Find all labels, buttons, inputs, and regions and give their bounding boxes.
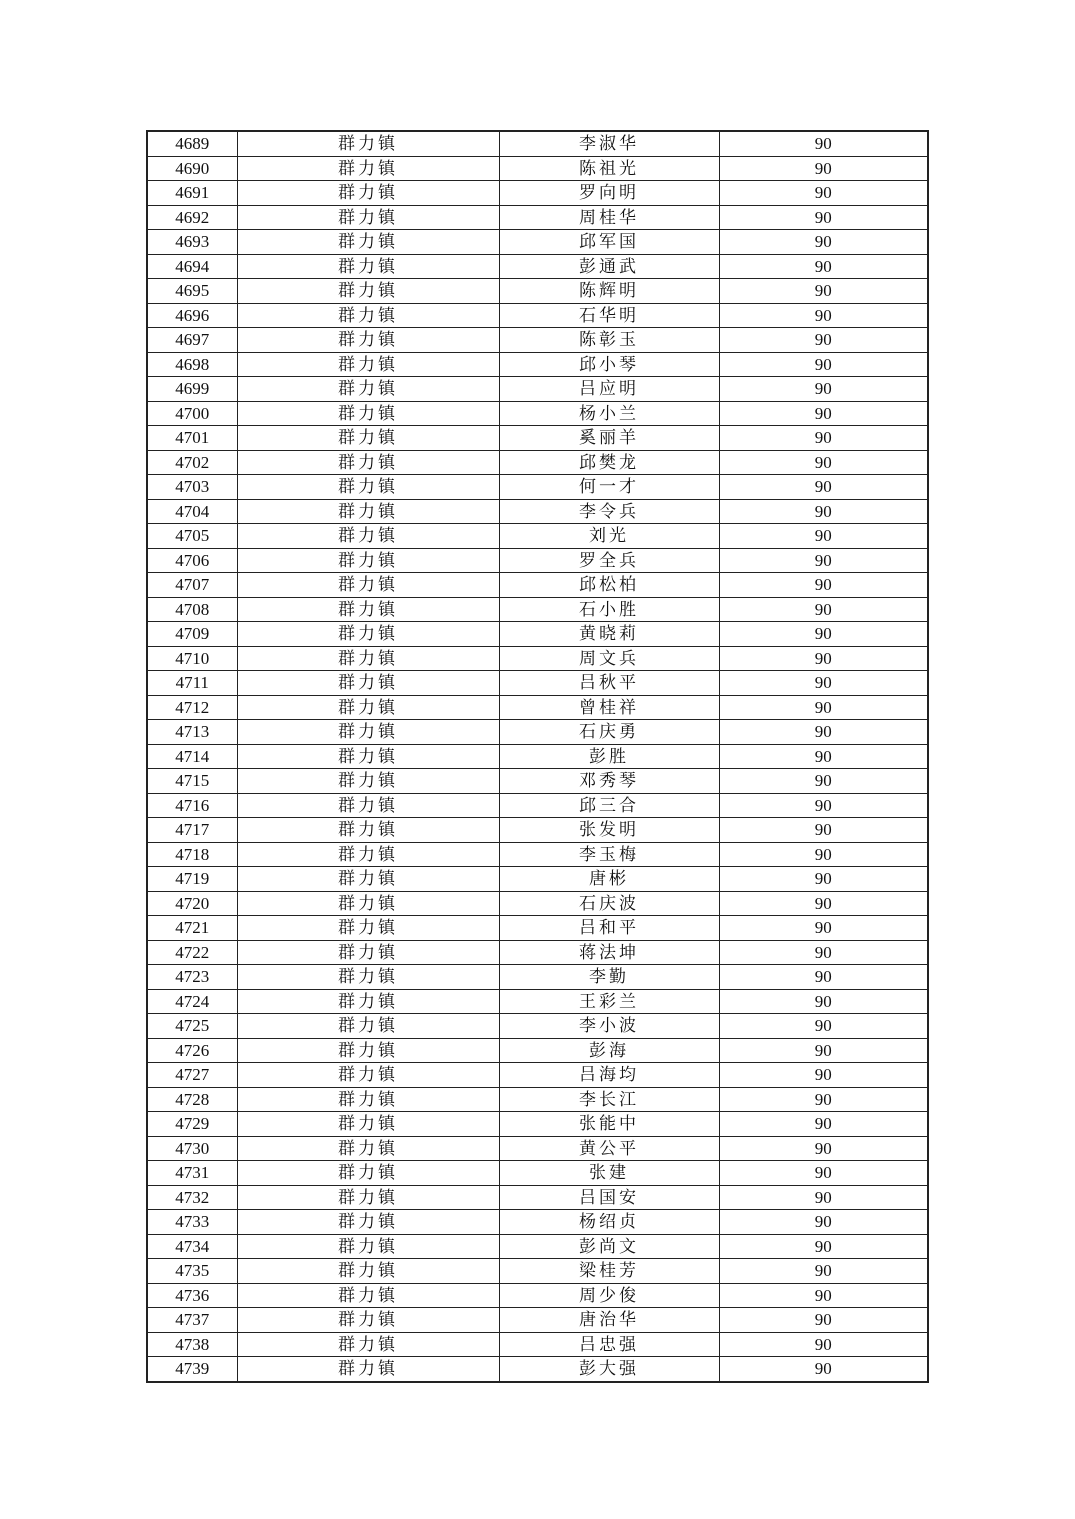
person-name-cell: 陈辉明 [499, 279, 719, 304]
town-cell: 群力镇 [237, 989, 499, 1014]
value-cell: 90 [719, 230, 928, 255]
person-name-cell: 彭通武 [499, 254, 719, 279]
value-cell: 90 [719, 1161, 928, 1186]
value-cell: 90 [719, 916, 928, 941]
value-cell: 90 [719, 1283, 928, 1308]
row-number-cell: 4718 [147, 842, 237, 867]
row-number-cell: 4708 [147, 597, 237, 622]
row-number-cell: 4692 [147, 205, 237, 230]
row-number-cell: 4705 [147, 524, 237, 549]
person-name-cell: 奚丽羊 [499, 426, 719, 451]
table-row [147, 720, 928, 745]
town-cell: 群力镇 [237, 401, 499, 426]
table-row [147, 524, 928, 549]
town-cell: 群力镇 [237, 646, 499, 671]
value-cell: 90 [719, 1308, 928, 1333]
town-cell: 群力镇 [237, 867, 499, 892]
table-row [147, 867, 928, 892]
person-name-cell: 彭海 [499, 1038, 719, 1063]
row-number-cell: 4703 [147, 475, 237, 500]
town-cell: 群力镇 [237, 573, 499, 598]
town-cell: 群力镇 [237, 377, 499, 402]
town-cell: 群力镇 [237, 475, 499, 500]
row-number-cell: 4721 [147, 916, 237, 941]
person-name-cell: 周文兵 [499, 646, 719, 671]
row-number-cell: 4689 [147, 131, 237, 156]
row-number-cell: 4720 [147, 891, 237, 916]
value-cell: 90 [719, 1210, 928, 1235]
person-name-cell: 杨绍贞 [499, 1210, 719, 1235]
row-number-cell: 4696 [147, 303, 237, 328]
person-name-cell: 王彩兰 [499, 989, 719, 1014]
town-cell: 群力镇 [237, 769, 499, 794]
person-name-cell: 邱松柏 [499, 573, 719, 598]
town-cell: 群力镇 [237, 254, 499, 279]
table-row [147, 891, 928, 916]
row-number-cell: 4690 [147, 156, 237, 181]
row-number-cell: 4727 [147, 1063, 237, 1088]
person-name-cell: 黄公平 [499, 1136, 719, 1161]
value-cell: 90 [719, 1087, 928, 1112]
person-name-cell: 陈祖光 [499, 156, 719, 181]
table-row [147, 793, 928, 818]
town-cell: 群力镇 [237, 1210, 499, 1235]
table-row [147, 1185, 928, 1210]
person-name-cell: 吕和平 [499, 916, 719, 941]
value-cell: 90 [719, 1112, 928, 1137]
table-row [147, 989, 928, 1014]
person-name-cell: 梁桂芳 [499, 1259, 719, 1284]
person-name-cell: 张发明 [499, 818, 719, 843]
value-cell: 90 [719, 1014, 928, 1039]
town-cell: 群力镇 [237, 818, 499, 843]
town-cell: 群力镇 [237, 1357, 499, 1382]
table-row [147, 695, 928, 720]
town-cell: 群力镇 [237, 1185, 499, 1210]
town-cell: 群力镇 [237, 793, 499, 818]
town-cell: 群力镇 [237, 1112, 499, 1137]
person-name-cell: 邓秀琴 [499, 769, 719, 794]
value-cell: 90 [719, 597, 928, 622]
row-number-cell: 4697 [147, 328, 237, 353]
person-name-cell: 吕海均 [499, 1063, 719, 1088]
row-number-cell: 4737 [147, 1308, 237, 1333]
table-row [147, 916, 928, 941]
town-cell: 群力镇 [237, 1014, 499, 1039]
table-row [147, 622, 928, 647]
value-cell: 90 [719, 450, 928, 475]
row-number-cell: 4704 [147, 499, 237, 524]
table-row [147, 671, 928, 696]
town-cell: 群力镇 [237, 744, 499, 769]
row-number-cell: 4694 [147, 254, 237, 279]
town-cell: 群力镇 [237, 499, 499, 524]
row-number-cell: 4709 [147, 622, 237, 647]
town-cell: 群力镇 [237, 1283, 499, 1308]
table-row [147, 1038, 928, 1063]
person-name-cell: 陈彰玉 [499, 328, 719, 353]
table-row [147, 377, 928, 402]
table-row [147, 181, 928, 206]
value-cell: 90 [719, 279, 928, 304]
table-row [147, 1332, 928, 1357]
table-row [147, 573, 928, 598]
town-cell: 群力镇 [237, 965, 499, 990]
value-cell: 90 [719, 1038, 928, 1063]
person-name-cell: 吕忠强 [499, 1332, 719, 1357]
table-row [147, 156, 928, 181]
town-cell: 群力镇 [237, 1136, 499, 1161]
town-cell: 群力镇 [237, 524, 499, 549]
person-name-cell: 周桂华 [499, 205, 719, 230]
person-name-cell: 李玉梅 [499, 842, 719, 867]
town-cell: 群力镇 [237, 695, 499, 720]
row-number-cell: 4702 [147, 450, 237, 475]
person-name-cell: 周少俊 [499, 1283, 719, 1308]
value-cell: 90 [719, 352, 928, 377]
person-name-cell: 李令兵 [499, 499, 719, 524]
town-cell: 群力镇 [237, 1063, 499, 1088]
row-number-cell: 4707 [147, 573, 237, 598]
value-cell: 90 [719, 940, 928, 965]
table-row [147, 1161, 928, 1186]
value-cell: 90 [719, 254, 928, 279]
person-name-cell: 彭胜 [499, 744, 719, 769]
value-cell: 90 [719, 573, 928, 598]
row-number-cell: 4726 [147, 1038, 237, 1063]
town-cell: 群力镇 [237, 205, 499, 230]
table-row [147, 352, 928, 377]
value-cell: 90 [719, 769, 928, 794]
value-cell: 90 [719, 205, 928, 230]
value-cell: 90 [719, 524, 928, 549]
row-number-cell: 4698 [147, 352, 237, 377]
table-row [147, 1234, 928, 1259]
value-cell: 90 [719, 695, 928, 720]
person-name-cell: 吕应明 [499, 377, 719, 402]
table-row [147, 303, 928, 328]
person-name-cell: 邱军国 [499, 230, 719, 255]
town-cell: 群力镇 [237, 1161, 499, 1186]
row-number-cell: 4700 [147, 401, 237, 426]
town-cell: 群力镇 [237, 1234, 499, 1259]
town-cell: 群力镇 [237, 450, 499, 475]
table-row [147, 426, 928, 451]
person-name-cell: 唐彬 [499, 867, 719, 892]
person-name-cell: 吕秋平 [499, 671, 719, 696]
row-number-cell: 4739 [147, 1357, 237, 1382]
row-number-cell: 4715 [147, 769, 237, 794]
value-cell: 90 [719, 181, 928, 206]
town-cell: 群力镇 [237, 597, 499, 622]
table-row [147, 1063, 928, 1088]
row-number-cell: 4735 [147, 1259, 237, 1284]
town-cell: 群力镇 [237, 1332, 499, 1357]
town-cell: 群力镇 [237, 1259, 499, 1284]
row-number-cell: 4699 [147, 377, 237, 402]
row-number-cell: 4733 [147, 1210, 237, 1235]
table-row [147, 230, 928, 255]
person-name-cell: 李勤 [499, 965, 719, 990]
value-cell: 90 [719, 1357, 928, 1382]
town-cell: 群力镇 [237, 891, 499, 916]
person-name-cell: 何一才 [499, 475, 719, 500]
value-cell: 90 [719, 1234, 928, 1259]
person-name-cell: 罗全兵 [499, 548, 719, 573]
value-cell: 90 [719, 622, 928, 647]
person-name-cell: 曾桂祥 [499, 695, 719, 720]
table-row [147, 1308, 928, 1333]
person-name-cell: 罗向明 [499, 181, 719, 206]
table-row [147, 1210, 928, 1235]
row-number-cell: 4693 [147, 230, 237, 255]
table-row [147, 646, 928, 671]
table-row [147, 131, 928, 156]
value-cell: 90 [719, 1063, 928, 1088]
table-row [147, 450, 928, 475]
town-cell: 群力镇 [237, 842, 499, 867]
value-cell: 90 [719, 303, 928, 328]
person-name-cell: 邱三合 [499, 793, 719, 818]
table-body [147, 131, 928, 1382]
row-number-cell: 4722 [147, 940, 237, 965]
row-number-cell: 4695 [147, 279, 237, 304]
table-row [147, 842, 928, 867]
value-cell: 90 [719, 793, 928, 818]
table-row [147, 818, 928, 843]
town-cell: 群力镇 [237, 1087, 499, 1112]
value-cell: 90 [719, 475, 928, 500]
town-cell: 群力镇 [237, 622, 499, 647]
value-cell: 90 [719, 818, 928, 843]
person-name-cell: 石华明 [499, 303, 719, 328]
person-name-cell: 邱小琴 [499, 352, 719, 377]
person-name-cell: 石小胜 [499, 597, 719, 622]
person-name-cell: 蒋法坤 [499, 940, 719, 965]
person-name-cell: 刘光 [499, 524, 719, 549]
value-cell: 90 [719, 1332, 928, 1357]
person-name-cell: 李小波 [499, 1014, 719, 1039]
value-cell: 90 [719, 989, 928, 1014]
value-cell: 90 [719, 426, 928, 451]
row-number-cell: 4717 [147, 818, 237, 843]
row-number-cell: 4725 [147, 1014, 237, 1039]
value-cell: 90 [719, 1185, 928, 1210]
value-cell: 90 [719, 891, 928, 916]
table-row [147, 401, 928, 426]
town-cell: 群力镇 [237, 916, 499, 941]
row-number-cell: 4701 [147, 426, 237, 451]
person-name-cell: 石庆波 [499, 891, 719, 916]
person-name-cell: 唐治华 [499, 1308, 719, 1333]
value-cell: 90 [719, 328, 928, 353]
town-cell: 群力镇 [237, 303, 499, 328]
table-row [147, 1087, 928, 1112]
value-cell: 90 [719, 744, 928, 769]
person-name-cell: 黄晓莉 [499, 622, 719, 647]
town-cell: 群力镇 [237, 1038, 499, 1063]
person-name-cell: 石庆勇 [499, 720, 719, 745]
table-row [147, 1357, 928, 1382]
row-number-cell: 4710 [147, 646, 237, 671]
table-row [147, 597, 928, 622]
town-cell: 群力镇 [237, 279, 499, 304]
person-name-cell: 张建 [499, 1161, 719, 1186]
town-cell: 群力镇 [237, 131, 499, 156]
person-name-cell: 邱樊龙 [499, 450, 719, 475]
row-number-cell: 4716 [147, 793, 237, 818]
table-row [147, 548, 928, 573]
table-row [147, 940, 928, 965]
table-row [147, 205, 928, 230]
row-number-cell: 4728 [147, 1087, 237, 1112]
value-cell: 90 [719, 720, 928, 745]
row-number-cell: 4736 [147, 1283, 237, 1308]
data-table [146, 130, 929, 1383]
row-number-cell: 4691 [147, 181, 237, 206]
row-number-cell: 4712 [147, 695, 237, 720]
value-cell: 90 [719, 1136, 928, 1161]
table-row [147, 744, 928, 769]
town-cell: 群力镇 [237, 181, 499, 206]
value-cell: 90 [719, 131, 928, 156]
table-row [147, 499, 928, 524]
table-row [147, 328, 928, 353]
value-cell: 90 [719, 548, 928, 573]
value-cell: 90 [719, 499, 928, 524]
row-number-cell: 4734 [147, 1234, 237, 1259]
row-number-cell: 4738 [147, 1332, 237, 1357]
town-cell: 群力镇 [237, 328, 499, 353]
table-row [147, 1136, 928, 1161]
row-number-cell: 4724 [147, 989, 237, 1014]
person-name-cell: 彭大强 [499, 1357, 719, 1382]
value-cell: 90 [719, 671, 928, 696]
row-number-cell: 4731 [147, 1161, 237, 1186]
town-cell: 群力镇 [237, 230, 499, 255]
table-row [147, 1283, 928, 1308]
town-cell: 群力镇 [237, 720, 499, 745]
person-name-cell: 吕国安 [499, 1185, 719, 1210]
value-cell: 90 [719, 1259, 928, 1284]
table-row [147, 254, 928, 279]
table-row [147, 1112, 928, 1137]
town-cell: 群力镇 [237, 940, 499, 965]
row-number-cell: 4729 [147, 1112, 237, 1137]
value-cell: 90 [719, 377, 928, 402]
town-cell: 群力镇 [237, 156, 499, 181]
value-cell: 90 [719, 867, 928, 892]
town-cell: 群力镇 [237, 671, 499, 696]
table-row [147, 475, 928, 500]
value-cell: 90 [719, 965, 928, 990]
value-cell: 90 [719, 842, 928, 867]
table-row [147, 1259, 928, 1284]
row-number-cell: 4732 [147, 1185, 237, 1210]
row-number-cell: 4723 [147, 965, 237, 990]
person-name-cell: 杨小兰 [499, 401, 719, 426]
table-row [147, 965, 928, 990]
person-name-cell: 李长江 [499, 1087, 719, 1112]
table-row [147, 769, 928, 794]
row-number-cell: 4706 [147, 548, 237, 573]
person-name-cell: 彭尚文 [499, 1234, 719, 1259]
value-cell: 90 [719, 646, 928, 671]
town-cell: 群力镇 [237, 426, 499, 451]
row-number-cell: 4711 [147, 671, 237, 696]
town-cell: 群力镇 [237, 352, 499, 377]
table-row [147, 279, 928, 304]
row-number-cell: 4730 [147, 1136, 237, 1161]
town-cell: 群力镇 [237, 548, 499, 573]
person-name-cell: 张能中 [499, 1112, 719, 1137]
person-name-cell: 李淑华 [499, 131, 719, 156]
value-cell: 90 [719, 156, 928, 181]
row-number-cell: 4719 [147, 867, 237, 892]
table-row [147, 1014, 928, 1039]
value-cell: 90 [719, 401, 928, 426]
town-cell: 群力镇 [237, 1308, 499, 1333]
row-number-cell: 4713 [147, 720, 237, 745]
row-number-cell: 4714 [147, 744, 237, 769]
